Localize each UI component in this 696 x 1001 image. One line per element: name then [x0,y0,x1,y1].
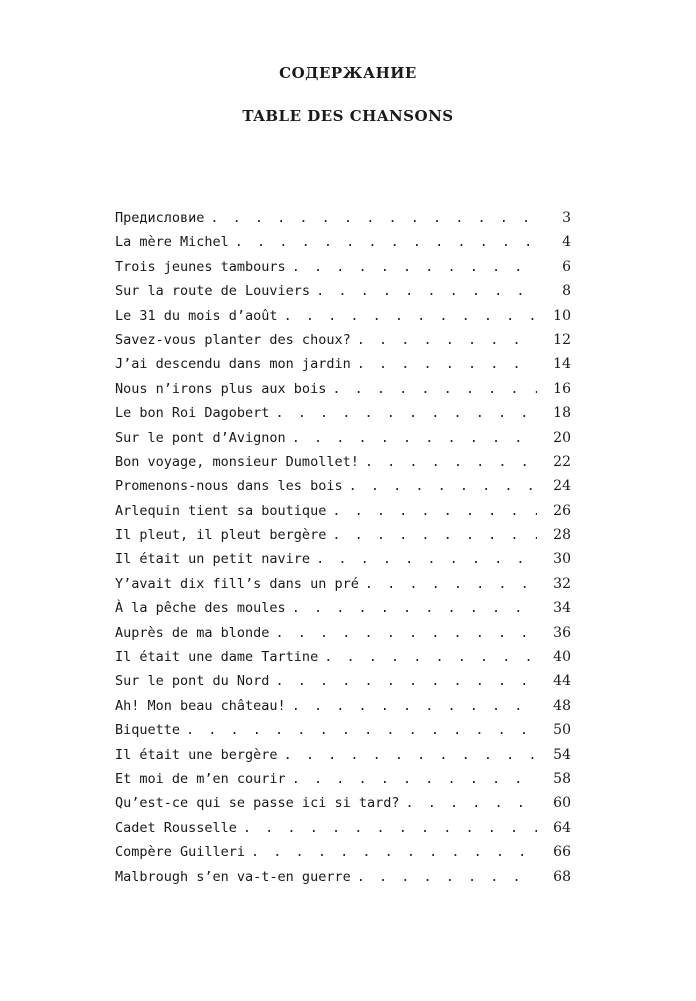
toc-entry [115,279,571,303]
toc-dot-leader [365,572,537,596]
toc-entry-title: Biquette [115,722,181,739]
toc-entry-title: Sur le pont d’Avignon [115,429,286,446]
toc-entry-title: Nous n’irons plus aux bois [115,380,327,397]
toc-dot-leader [251,840,537,864]
toc-entry-title: Il était une bergère [115,746,278,763]
toc-entry-page: 60 [553,795,571,812]
toc-dot-leader [316,547,537,571]
toc-entry-title: À la pêche des moules [115,600,286,617]
toc-dot-leader [186,718,537,742]
toc-entry [115,474,571,498]
toc-dot-leader [243,816,537,840]
toc-entry-title: Malbrough s’en va-t-en guerre [115,868,351,885]
toc-entry-title: Compère Guilleri [115,844,246,861]
toc-dot-leader [405,791,537,815]
toc-entry [115,230,571,254]
toc-entry [115,401,571,425]
toc-entry-title: Ah! Mon beau château! [115,697,286,714]
toc-dot-leader [292,694,537,718]
toc-entry-title: Auprès de ma blonde [115,624,270,641]
toc-entry-title: Il pleut, il pleut bergère [115,527,327,544]
toc-entry-page: 8 [562,283,571,300]
toc-entry-page: 44 [553,673,571,690]
toc-entry-title: Le bon Roi Dagobert [115,405,270,422]
toc-entry [115,547,571,571]
toc-dot-leader [349,474,537,498]
toc-entry [115,694,571,718]
toc-entry-title: J’ai descendu dans mon jardin [115,356,351,373]
toc-dot-leader [324,645,537,669]
toc-entry [115,743,571,767]
toc-entry-page: 54 [553,746,571,763]
toc-dot-leader [275,669,537,693]
toc-dot-leader [284,304,537,328]
toc-dot-leader [292,255,537,279]
toc-entry-title: Le 31 du mois d’août [115,307,278,324]
toc-entry-page: 58 [553,770,571,787]
toc-entry-title: Trois jeunes tambours [115,258,286,275]
toc-entry-page: 3 [562,210,571,226]
toc-entry [115,328,571,352]
toc-entry-title: Y’avait dix fill’s dans un pré [115,575,359,592]
toc-entry-page: 4 [562,234,571,251]
toc-entry-title: Promenons-nous dans les bois [115,478,343,495]
toc-entry-page: 40 [553,649,571,666]
toc-entry-page: 12 [553,331,571,348]
toc-entry-page: 16 [553,380,571,397]
toc-entry-page: 26 [553,502,571,519]
toc-entry-title: Savez-vous planter des choux? [115,331,351,348]
toc-entry-title: Предисловие [115,210,205,226]
toc-dot-leader [332,377,537,401]
toc-dot-leader [292,596,537,620]
toc-entry-page: 6 [562,258,571,275]
toc-entry-page: 20 [553,429,571,446]
toc-dot-leader [210,206,537,230]
toc-entry-title: Sur le pont du Nord [115,673,270,690]
toc-dot-leader [284,743,537,767]
toc-dot-leader [357,352,537,376]
toc-entry-page: 64 [553,819,571,836]
toc-entry-page: 14 [553,356,571,373]
toc-entry-title: Il était une dame Tartine [115,649,319,666]
toc-entry-title: Il était un petit navire [115,551,311,568]
toc-dot-leader [292,767,537,791]
toc-entry [115,499,571,523]
toc-entry [115,572,571,596]
toc-dot-leader [332,523,537,547]
toc-entry [115,865,571,889]
page-title-russian: СОДЕРЖАНИЕ [279,64,417,82]
toc-entry-title: Sur la route de Louviers [115,283,311,300]
toc-dot-leader [275,621,537,645]
toc-entry [115,426,571,450]
toc-entry-page: 22 [553,453,571,470]
toc-entry-title: La mère Michel [115,234,229,251]
toc-entry [115,840,571,864]
toc-entry-page: 66 [553,844,571,861]
toc-entry [115,669,571,693]
toc-entry [115,255,571,279]
toc-entry-page: 50 [553,722,571,739]
toc-entry [115,596,571,620]
toc-entry-title: Arlequin tient sa boutique [115,502,327,519]
table-of-contents [115,206,571,889]
toc-dot-leader [292,426,537,450]
toc-dot-leader [357,328,537,352]
toc-entry [115,352,571,376]
toc-entry [115,718,571,742]
toc-entry-page: 48 [553,697,571,714]
toc-entry [115,206,571,230]
toc-dot-leader [357,865,537,889]
toc-entry [115,791,571,815]
toc-entry [115,377,571,401]
toc-entry [115,304,571,328]
toc-entry [115,645,571,669]
toc-entry-page: 30 [553,551,571,568]
toc-dot-leader [332,499,537,523]
toc-dot-leader [235,230,537,254]
toc-entry-page: 36 [553,624,571,641]
toc-entry [115,767,571,791]
toc-entry-page: 32 [553,575,571,592]
toc-entry-title: Bon voyage, monsieur Dumollet! [115,453,359,470]
toc-entry-page: 24 [553,478,571,495]
toc-entry-page: 18 [553,405,571,422]
toc-entry-page: 68 [553,868,571,885]
toc-dot-leader [316,279,537,303]
toc-entry [115,816,571,840]
toc-entry [115,523,571,547]
toc-entry-page: 10 [553,307,571,324]
toc-entry-page: 34 [553,600,571,617]
toc-entry-title: Qu’est-ce qui se passe ici si tard? [115,795,400,812]
page-title-french: TABLE DES CHANSONS [242,107,454,125]
toc-entry-title: Et moi de m’en courir [115,770,286,787]
toc-entry-title: Cadet Rousselle [115,819,237,836]
toc-entry [115,621,571,645]
toc-entry [115,450,571,474]
toc-dot-leader [365,450,537,474]
toc-entry-page: 28 [553,527,571,544]
toc-dot-leader [275,401,537,425]
